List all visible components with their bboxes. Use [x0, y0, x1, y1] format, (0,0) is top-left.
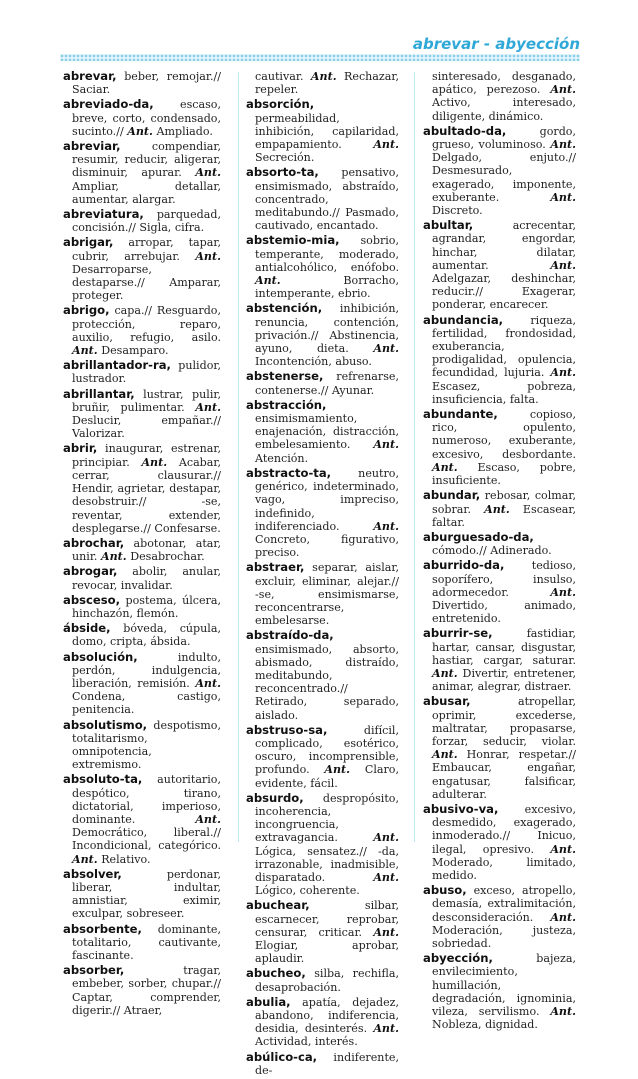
antonym-label: Ant.	[550, 842, 576, 856]
headword: abrigar,	[63, 235, 114, 250]
dictionary-entry	[63, 964, 221, 1017]
antonym-text: Democrático, liberal.// Incondicional, categórico.	[72, 826, 221, 853]
headword: abundar,	[423, 488, 481, 503]
definition-text: tedioso, soporífero, insulso, adormecedor.	[432, 559, 576, 599]
column-1	[63, 70, 221, 1019]
antonym-text: Rechazar, repeler.	[255, 70, 399, 97]
dictionary-entry	[63, 208, 221, 234]
headword: absolver,	[63, 866, 122, 881]
definition-text: despotismo, totalitarismo, omnipotencia, extremismo.	[72, 718, 221, 772]
dictionary-entry	[423, 884, 576, 950]
headword: absorbente,	[63, 921, 142, 936]
antonym-text: Acabar, cerrar, clausurar.// Hendir, agrietar, destapar, desobstruir.// -se, reventar, extender, desplegarse.// Confesarse.	[72, 455, 222, 535]
antonym-label: Ant.	[550, 366, 577, 380]
column-divider	[238, 72, 239, 842]
antonym-label: Ant.	[432, 666, 458, 680]
definition-text: acrecentar, agrandar, engordar, hinchar, dilatar, aumentar.	[432, 219, 576, 272]
headword: abrevar,	[63, 69, 117, 83]
antonym-text: Escasez, pobreza, insuficiencia, falta.	[432, 379, 576, 406]
dictionary-entry	[246, 302, 399, 368]
antonym-label: Ant.	[484, 502, 510, 516]
definition-text: bóveda, cúpula, domo, cripta, ábsida.	[72, 622, 221, 649]
antonym-text: Desabrochar.	[130, 550, 205, 564]
definition-text: ensimismamiento, enajenación, distracción, embelesamiento.	[255, 412, 399, 452]
antonym-text: Divertir, entretener, animar, alegrar, distraer.	[432, 666, 576, 694]
definition-text: excesivo, desmedido, exagerado, inmoderado.// Inicuo, ilegal, opresivo.	[432, 802, 576, 856]
dictionary-entry	[63, 98, 221, 138]
definition-text: abolir, anular, revocar, invalidar.	[72, 565, 221, 592]
headword: abrogar,	[63, 564, 118, 579]
headword: absceso,	[63, 592, 121, 607]
headword: abuchear,	[246, 898, 310, 913]
antonym-text: Ampliar, detallar, aumentar, alargar.	[72, 179, 221, 206]
antonym-text: Atención.	[255, 451, 309, 465]
dictionary-entry	[423, 531, 576, 557]
antonym-text: Adelgazar, deshinchar, reducir.// Exagerar, ponderar, encarecer.	[432, 272, 576, 312]
dictionary-entry	[63, 651, 221, 717]
headword: abstracción,	[246, 397, 327, 412]
headword: abucheo,	[246, 966, 306, 981]
headword: aburrir-se,	[423, 626, 493, 641]
definition-text: difícil, complicado, esotérico, oscuro, incomprensible, profundo.	[255, 723, 399, 777]
entry-continuation	[246, 70, 399, 96]
dictionary-entry	[63, 359, 221, 385]
definition-text: silbar, escarnecer, reprobar, censurar, criticar.	[255, 899, 399, 939]
definition-text: perdonar, liberar, indultar, amnistiar, eximir, exculpar, sobreseer.	[72, 867, 221, 921]
dictionary-entry	[423, 695, 576, 801]
antonym-text: Desarroparse, destaparse.// Amparar, proteger.	[72, 262, 221, 303]
dictionary-entry	[246, 467, 399, 559]
dictionary-entry	[423, 314, 576, 406]
antonym-text: Ampliado.	[156, 124, 213, 138]
definition-text: gordo, grueso, voluminoso.	[432, 124, 576, 152]
definition-text: pulidor, lustrador.	[72, 359, 221, 386]
definition-text: despropósito, incoherencia, incongruencia, extravagancia.	[255, 791, 399, 845]
antonym-text: Activo, interesado, diligente, dinámico.	[432, 96, 576, 123]
antonym-label: Ant.	[373, 519, 399, 533]
dictionary-entry	[63, 719, 221, 772]
definition-text: exceso, atropello, demasía, extralimitación, desconsideración.	[432, 884, 576, 924]
headword: abultar,	[423, 218, 474, 233]
headword: abrillantador-ra,	[63, 358, 171, 373]
dictionary-entry	[63, 70, 221, 96]
headword: abreviado-da,	[63, 97, 154, 112]
definition-text: sinteresado, desganado, apático, perezoso.	[432, 70, 576, 97]
dictionary-entry	[246, 399, 399, 465]
definition-text: refrenarse, contenerse.// Ayunar.	[255, 370, 399, 397]
antonym-label: Ant.	[373, 342, 400, 356]
dictionary-entry	[63, 565, 221, 591]
definition-text: inaugurar, estrenar, principiar.	[72, 442, 221, 469]
antonym-text: Deslucir, empañar.// Valorizar.	[72, 414, 221, 441]
antonym-text: Delgado, enjuto.// Desmesurado, exagerado, imponente, exuberante.	[432, 151, 576, 204]
antonym-label: Ant.	[324, 763, 351, 777]
antonym-label: Ant.	[72, 344, 98, 358]
headword: abrigo,	[63, 303, 110, 318]
definition-text: ensimismado, absorto, abismado, distraído, meditabundo, reconcentrado.// Retirado, separado, aislado.	[255, 642, 399, 722]
column-divider	[414, 72, 415, 842]
antonym-text: Elogiar, aprobar, aplaudir.	[255, 939, 399, 966]
headword: abuso,	[423, 883, 467, 898]
definition-text: escaso, breve, corto, condensado, sucinto.//	[72, 98, 221, 138]
antonym-label: Ant.	[373, 870, 399, 884]
antonym-label: Ant.	[195, 166, 221, 180]
antonym-label: Ant.	[255, 274, 281, 288]
headword: abstraído-da,	[246, 628, 334, 643]
headword: abstemio-mia,	[246, 233, 340, 248]
dictionary-entry	[246, 899, 399, 965]
antonym-text: Lógica, sensatez.// -da, irrazonable, inadmisible, disparatado.	[255, 844, 399, 884]
headword: abusivo-va,	[423, 801, 499, 816]
definition-text: parquedad, concisión.// Sigla, cifra.	[72, 208, 221, 235]
dictionary-entry	[63, 236, 221, 302]
definition-text: permeabilidad, inhibición, capilaridad, empapamiento.	[255, 111, 399, 152]
headword: ábside,	[63, 621, 111, 636]
headword: abstención,	[246, 301, 323, 316]
definition-text: tragar, embeber, sorber, chupar.// Captar, comprender, digerir.// Atraer,	[72, 964, 221, 1017]
dictionary-entry	[246, 724, 399, 790]
dictionary-entry	[423, 559, 576, 625]
headword: absorción,	[246, 97, 315, 112]
definition-text: bajeza, envilecimiento, humillación, degradación, ignominia, vileza, servilismo.	[432, 952, 576, 1019]
definition-text: beber, remojar.// Saciar.	[72, 70, 221, 97]
definition-text: cautivar.	[255, 70, 304, 83]
antonym-label: Ant.	[373, 438, 399, 452]
definition-text: apatía, dejadez, abandono, indiferencia, desidia, desinterés.	[255, 995, 400, 1036]
definition-text: rebosar, colmar, sobrar.	[432, 489, 577, 516]
headword: abyección,	[423, 951, 493, 966]
definition-text: sobrio, temperante, moderado, antialcohólico, enófobo.	[255, 234, 399, 274]
antonym-label: Ant.	[550, 258, 576, 272]
antonym-text: Discreto.	[432, 204, 483, 218]
column-3	[418, 70, 576, 1033]
antonym-text: Honrar, respetar.// Embaucar, engañar, engatusar, falsificar, adulterar.	[432, 748, 576, 801]
dictionary-entry	[246, 561, 399, 627]
definition-text: silba, rechifla, desaprobación.	[255, 967, 399, 994]
dictionary-entry	[246, 1051, 399, 1077]
dictionary-entry	[246, 166, 399, 232]
dictionary-entry	[63, 537, 221, 563]
headword: abusar,	[423, 694, 471, 709]
page-title: abrevar - abyección	[412, 35, 580, 53]
antonym-text: Actividad, interés.	[255, 1035, 358, 1049]
dictionary-entry	[63, 388, 221, 441]
antonym-label: Ant.	[72, 852, 98, 866]
definition-text: atropellar, oprimir, excederse, maltratar, propasarse, forzar, seducir, violar.	[432, 695, 576, 748]
header-dotted-band	[60, 54, 580, 61]
antonym-label: Ant.	[195, 676, 221, 690]
dictionary-entry	[423, 125, 576, 217]
antonym-text: Divertido, animado, entretenido.	[432, 598, 576, 626]
definition-text: dominante, totalitario, cautivante, fascinante.	[72, 922, 221, 962]
antonym-label: Ant.	[310, 70, 337, 83]
headword: absolución,	[63, 649, 138, 664]
definition-text: fastidiar, hartar, cansar, disgustar, hastiar, cargar, saturar.	[432, 627, 576, 667]
headword: abrillantar,	[63, 386, 135, 401]
antonym-label: Ant.	[550, 138, 577, 152]
antonym-label: Ant.	[195, 249, 221, 263]
dictionary-entry	[63, 304, 221, 357]
definition-text: indulto, perdón, indulgencia, liberación, remisión.	[72, 650, 221, 690]
dictionary-entry	[63, 622, 221, 648]
headword: aburrido-da,	[423, 558, 505, 573]
antonym-label: Ant.	[432, 460, 458, 474]
headword: abundante,	[423, 407, 498, 422]
antonym-text: Concreto, figurativo, preciso.	[255, 532, 399, 560]
headword: absoluto-ta,	[63, 772, 143, 787]
headword: aburguesado-da,	[423, 529, 534, 544]
definition-text: riqueza, fertilidad, frondosidad, exuberancia, prodigalidad, opulencia, fecundidad, lujuria.	[432, 313, 576, 380]
headword: abúlico-ca,	[246, 1049, 318, 1064]
dictionary-entry	[246, 370, 399, 396]
headword: abrir,	[63, 441, 98, 456]
headword: absurdo,	[246, 790, 304, 805]
headword: abundancia,	[423, 312, 504, 327]
antonym-text: Escaso, pobre, insuficiente.	[432, 460, 576, 488]
definition-text: compendiar, resumir, reducir, aligerar, disminuir, apurar.	[72, 140, 221, 180]
antonym-text: Moderado, limitado, medido.	[432, 855, 576, 882]
antonym-label: Ant.	[373, 1022, 399, 1036]
entry-continuation	[423, 70, 576, 123]
dictionary-entry	[423, 952, 576, 1031]
definition-text: arropar, tapar, cubrir, arrebujar.	[72, 236, 222, 263]
page-header	[60, 30, 580, 62]
antonym-label: Ant.	[432, 748, 458, 762]
headword: abultado-da,	[423, 123, 507, 138]
dictionary-entry	[63, 594, 221, 620]
headword: abrochar,	[63, 535, 125, 550]
definition-text: postema, úlcera, hinchazón, flemón.	[72, 593, 221, 620]
dictionary-entry	[423, 489, 576, 529]
definition-text: neutro, genérico, indeterminado, vago, impreciso, indefinido, indiferenciado.	[255, 466, 399, 533]
dictionary-entry	[246, 234, 399, 300]
dictionary-entry	[63, 868, 221, 921]
headword: abreviar,	[63, 139, 121, 154]
definition-text: capa.// Resguardo, protección, reparo, auxilio, refugio, asilo.	[72, 304, 222, 344]
dictionary-entry	[246, 98, 399, 164]
definition-text: indiferente, de-	[255, 1050, 399, 1077]
dictionary-entry	[63, 442, 221, 534]
antonym-label: Ant.	[100, 550, 127, 564]
antonym-label: Ant.	[373, 138, 399, 152]
antonym-text: Borracho, intemperante, ebrio.	[255, 274, 399, 301]
antonym-label: Ant.	[550, 190, 576, 204]
dictionary-entry	[63, 140, 221, 206]
headword: absorber,	[63, 963, 125, 978]
dictionary-entry	[423, 219, 576, 311]
definition-text: copioso, rico, opulento, numeroso, exuberante, excesivo, desbordante.	[432, 408, 576, 461]
antonym-label: Ant.	[550, 83, 576, 97]
antonym-label: Ant.	[195, 400, 221, 414]
dictionary-entry	[246, 996, 399, 1049]
antonym-text: Secreción.	[255, 151, 315, 165]
definition-text: abotonar, atar, unir.	[72, 536, 221, 564]
antonym-label: Ant.	[550, 910, 576, 924]
definition-text: pensativo, ensimismado, abstraído, concentrado, meditabundo.// Pasmado, cautivado, encantado.	[255, 166, 399, 233]
antonym-label: Ant.	[195, 812, 221, 826]
headword: abstracto-ta,	[246, 465, 332, 480]
definition-text: lustrar, pulir, bruñir, pulimentar.	[72, 387, 221, 414]
headword: abstraer,	[246, 560, 305, 575]
headword: abulia,	[246, 994, 291, 1009]
antonym-text: Condena, castigo, penitencia.	[72, 690, 221, 717]
headword: absolutismo,	[63, 717, 148, 732]
dictionary-entry	[423, 408, 576, 487]
antonym-text: Relativo.	[101, 852, 151, 866]
antonym-text: Incontención, abuso.	[255, 355, 372, 369]
antonym-label: Ant.	[550, 585, 576, 599]
dictionary-entry	[63, 773, 221, 865]
headword: abstruso-sa,	[246, 722, 328, 737]
dictionary-entry	[63, 923, 221, 963]
headword: abstenerse,	[246, 369, 324, 384]
antonym-label: Ant.	[550, 1005, 576, 1019]
dictionary-entry	[246, 629, 399, 721]
dictionary-entry	[246, 792, 399, 898]
definition-text: autoritario, despótico, tirano, dictatorial, imperioso, dominante.	[72, 773, 221, 826]
antonym-label: Ant.	[127, 124, 153, 138]
antonym-text: Nobleza, dignidad.	[432, 1018, 538, 1032]
dictionary-entry	[246, 967, 399, 993]
antonym-text: Moderación, justeza, sobriedad.	[432, 923, 576, 950]
antonym-label: Ant.	[373, 925, 399, 939]
dictionary-entry	[423, 627, 576, 693]
definition-text: cómodo.// Adinerado.	[432, 544, 552, 558]
antonym-text: Lógico, coherente.	[255, 884, 360, 898]
antonym-text: Escasear, faltar.	[432, 502, 577, 529]
headword: abreviatura,	[63, 207, 144, 222]
antonym-text: Claro, evidente, fácil.	[255, 763, 399, 790]
antonym-label: Ant.	[373, 831, 399, 845]
antonym-text: Desamparo.	[101, 344, 169, 358]
dictionary-entry	[423, 803, 576, 882]
definition-text: separar, aislar, excluir, eliminar, alejar.// -se, ensimismarse, reconcentrarse, embelesarse.	[255, 561, 400, 628]
column-2	[241, 70, 399, 1079]
antonym-label: Ant.	[141, 455, 168, 469]
definition-text: inhibición, renuncia, contención, privación.// Abstinencia, ayuno, dieta.	[255, 302, 399, 356]
headword: absorto-ta,	[246, 165, 319, 180]
